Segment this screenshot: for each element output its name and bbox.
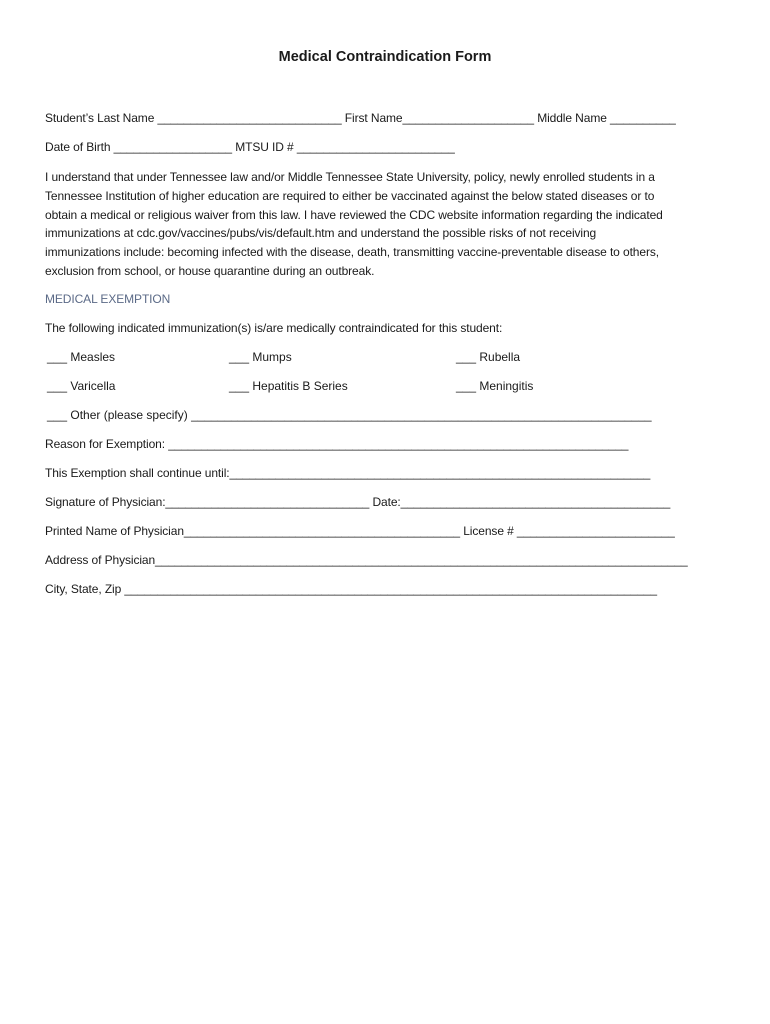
paragraph-line: I understand that under Tennessee law and/or Middle Tennessee State University, policy, newly enrolled students in a	[45, 170, 655, 184]
form-title: Medical Contraindication Form	[278, 49, 492, 65]
student-name-line[interactable]: Student’s Last Name ____________________________ First Name____________________ Middle Name __________	[45, 111, 676, 125]
intro-text: The following indicated immunization(s) is/are medically contraindicated for this student:	[45, 321, 503, 335]
continue-until-line[interactable]: This Exemption shall continue until:________________________________________________________________	[45, 466, 651, 480]
address-line[interactable]: Address of Physician_________________________________________________________________________________	[45, 553, 688, 567]
city-state-zip-line[interactable]: City, State, Zip _________________________________________________________________________________	[45, 582, 657, 596]
option-meningitis[interactable]: ___ Meningitis	[456, 379, 534, 393]
signature-date-line[interactable]: Signature of Physician:_______________________________ Date:_________________________________________	[45, 495, 671, 509]
option-mumps[interactable]: ___ Mumps	[229, 350, 292, 364]
printed-name-license-line[interactable]: Printed Name of Physician__________________________________________ License # ________________________	[45, 524, 675, 538]
option-varicella[interactable]: ___ Varicella	[47, 379, 116, 393]
paragraph-line: Tennessee Institution of higher education are required to either be vaccinated against the below stated diseases or to	[45, 188, 655, 203]
reason-line[interactable]: Reason for Exemption: ______________________________________________________________________	[45, 437, 629, 451]
section-heading-medical-exemption: MEDICAL EXEMPTION	[45, 292, 171, 306]
paragraph-line: obtain a medical or religious waiver from this law. I have reviewed the CDC website information regarding the indicated	[45, 207, 663, 222]
option-other[interactable]: ___ Other (please specify) _____________________________________________________________________	[47, 408, 652, 422]
option-measles[interactable]: ___ Measles	[47, 350, 116, 364]
consent-paragraph	[45, 168, 735, 281]
paragraph-line: immunizations at cdc.gov/vaccines/pubs/vis/default.htm and understand the possible risks of not receiving	[45, 226, 597, 241]
dob-mtsu-id-line[interactable]: Date of Birth __________________ MTSU ID # ________________________	[45, 140, 455, 154]
paragraph-line: exclusion from school, or house quarantine during an outbreak.	[45, 263, 375, 278]
paragraph-line: immunizations include: becoming infected with the disease, death, transmitting vaccine-preventable disease to others,	[45, 245, 659, 260]
option-hepatitis-b[interactable]: ___ Hepatitis B Series	[229, 379, 348, 393]
option-rubella[interactable]: ___ Rubella	[456, 350, 521, 364]
